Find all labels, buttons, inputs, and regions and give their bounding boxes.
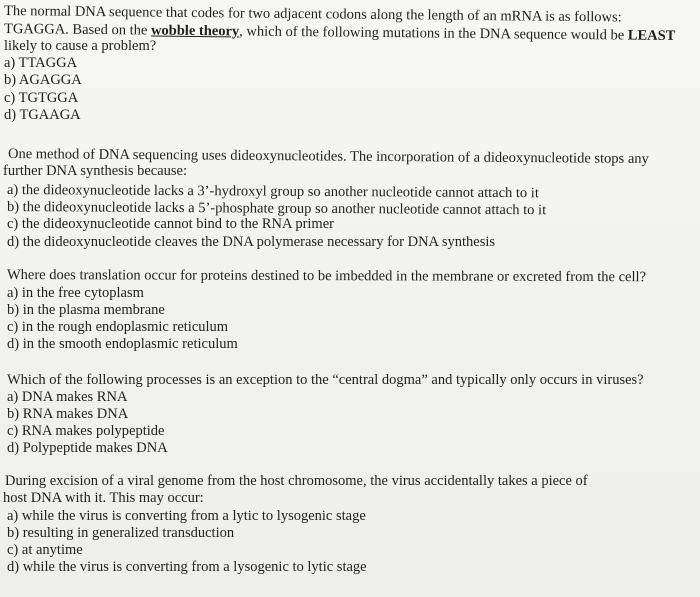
question-5-stem-line-1: During excision of a viral genome from the host chromosome, the virus accidentally takes a piece of <box>5 473 588 489</box>
stem-text: , which of the following mutations in the DNA sequence would be <box>239 23 625 44</box>
question-2-stem-line-2: further DNA synthesis because: <box>3 163 188 179</box>
question-2-option-a: a) the dideoxynucleotide lacks a 3’-hydroxyl group so another nucleotide cannot attach to it <box>6 182 539 202</box>
question-4-stem: Which of the following processes is an exception to the “central dogma” and typically only occurs in viruses? <box>7 372 644 388</box>
question-1-stem-line-3: likely to cause a problem? <box>4 38 157 54</box>
question-2-stem-line-1: One method of DNA sequencing uses dideoxynucleotides. The incorporation of a dideoxynucleotide stops any <box>7 146 649 168</box>
question-1-option-a: a) TTAGGA <box>4 55 78 71</box>
question-3-option-b: b) in the plasma membrane <box>7 302 165 318</box>
question-2-option-b: b) the dideoxynucleotide lacks a 5’-phosphate group so another nucleotide cannot attach to it <box>6 199 547 219</box>
least-emphasis: LEAST <box>627 27 676 45</box>
question-5-stem-line-2: host DNA with it. This may occur: <box>3 490 204 506</box>
question-4-option-d: d) Polypeptide makes DNA <box>7 440 168 456</box>
question-5-option-d: d) while the virus is converting from a lysogenic to lytic stage <box>7 559 367 575</box>
question-3-option-a: a) in the free cytoplasm <box>7 285 144 301</box>
question-4-option-b: b) RNA makes DNA <box>7 406 129 422</box>
question-1-stem-line-1: The normal DNA sequence that codes for two adjacent codons along the length of an mRNA is as follows: <box>3 3 622 26</box>
question-2-option-c: c) the dideoxynucleotide cannot bind to the RNA primer <box>7 216 334 232</box>
question-3-option-d: d) in the smooth endoplasmic reticulum <box>7 336 238 352</box>
question-4-option-c: c) RNA makes polypeptide <box>7 423 165 439</box>
question-1-option-b: b) AGAGGA <box>4 72 82 88</box>
question-5-option-b: b) resulting in generalized transduction <box>7 525 235 541</box>
stem-text: TGAGGA. Based on the <box>3 21 148 39</box>
question-3-stem: Where does translation occur for proteins destined to be imbedded in the membrane or excreted from the cell? <box>6 267 646 286</box>
question-5-option-c: c) at anytime <box>7 542 83 558</box>
question-5-option-a: a) while the virus is converting from a lytic to lysogenic stage <box>7 508 366 524</box>
question-1-option-d: d) TGAAGA <box>4 107 81 123</box>
question-3-option-c: c) in the rough endoplasmic reticulum <box>7 319 229 335</box>
question-4-option-a: a) DNA makes RNA <box>7 389 128 405</box>
wobble-theory-term: wobble theory <box>150 22 240 40</box>
question-2-option-d: d) the dideoxynucleotide cleaves the DNA polymerase necessary for DNA synthesis <box>7 234 496 250</box>
question-1-option-c: c) TGTGGA <box>4 90 79 106</box>
